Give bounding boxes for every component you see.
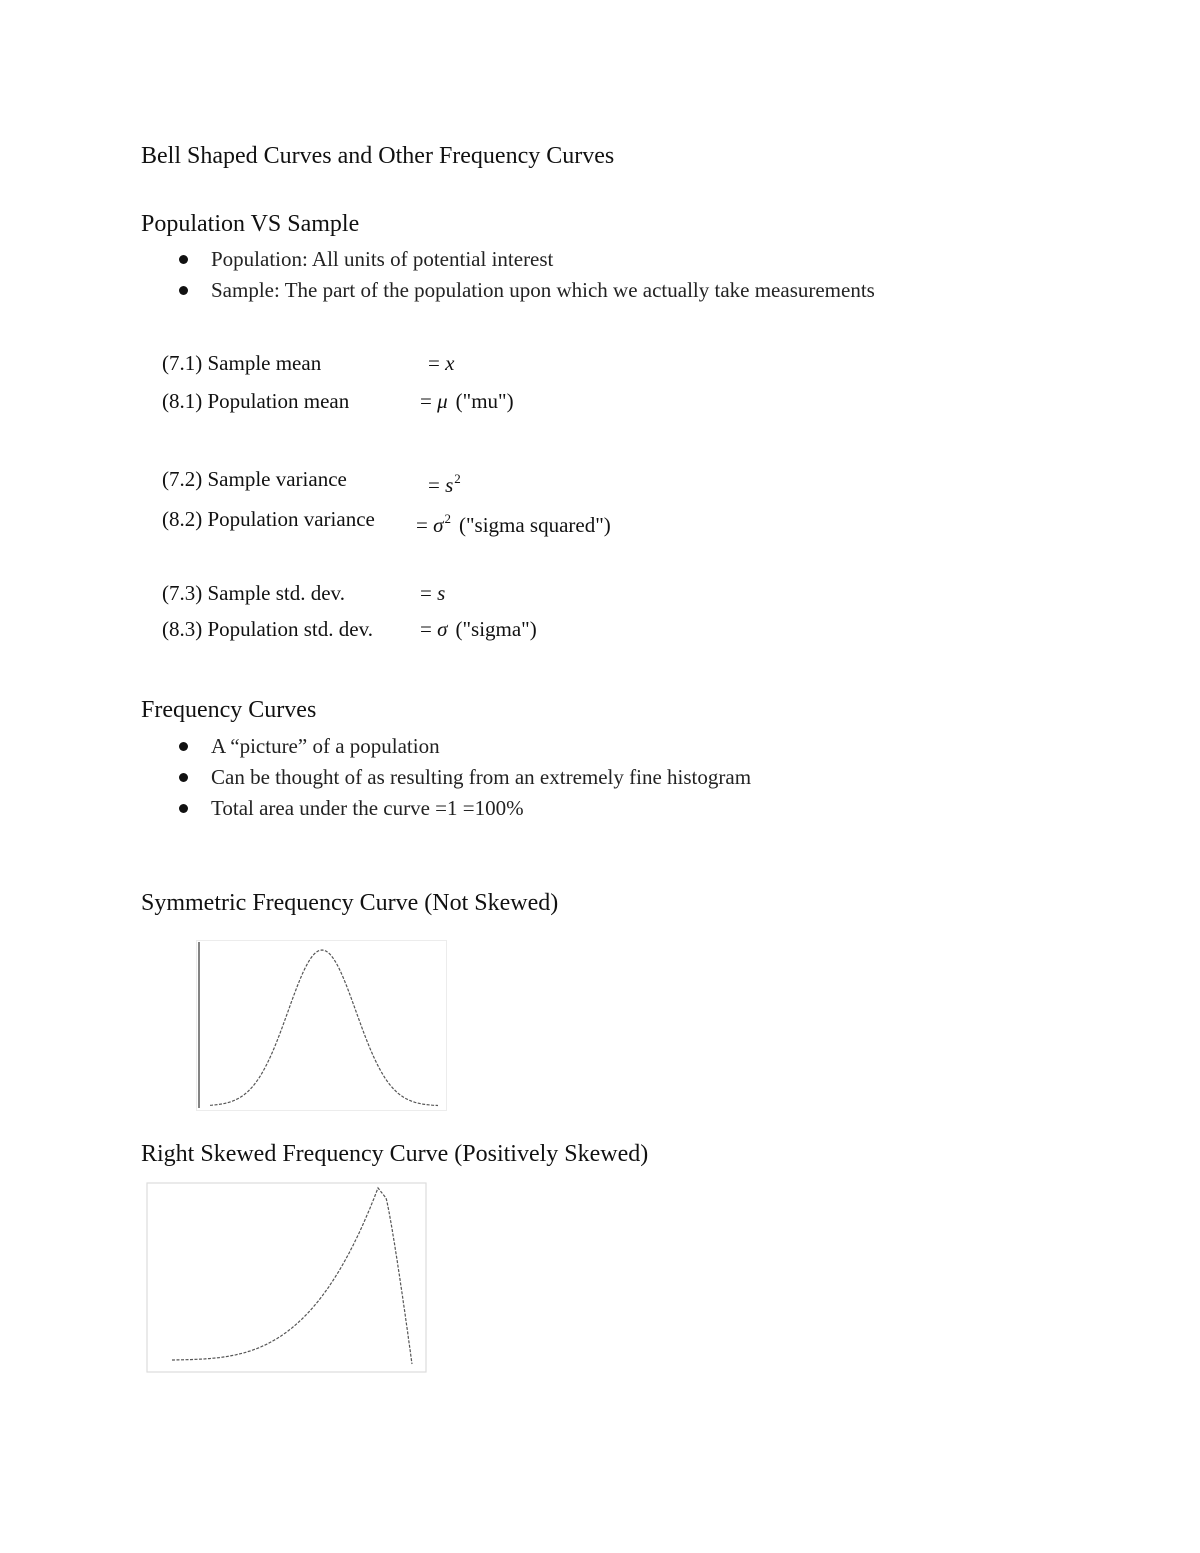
bullet-text: Total area under the curve =1 =100% (211, 796, 524, 820)
formula-power: 2 (454, 471, 461, 486)
section-heading-symmetric: Symmetric Frequency Curve (Not Skewed) (141, 890, 559, 916)
formula-description: ("sigma squared") (458, 513, 611, 537)
formula-label: (8.1) Population mean (162, 389, 350, 413)
formula-expression (428, 464, 461, 500)
formula-expression (420, 386, 514, 416)
formula-label: (8.3) Population std. dev. (162, 617, 373, 641)
section-heading-right-skewed: Right Skewed Frequency Curve (Positively Skewed) (141, 1141, 649, 1167)
formula-population-std-dev (162, 614, 537, 644)
list-item (176, 731, 751, 762)
symmetric-bell-curve (210, 950, 438, 1106)
formula-relation: = (428, 351, 446, 375)
symmetric-curve-figure (196, 940, 448, 1112)
formula-symbol: σ (433, 513, 444, 537)
formula-symbol: σ (437, 617, 448, 641)
bullet-text: Sample: The part of the population upon which we actually take measurements (211, 278, 875, 302)
list-item (176, 244, 875, 275)
formula-description: ("sigma") (455, 617, 537, 641)
bullet-dot (179, 286, 188, 295)
list-item (176, 793, 751, 824)
formula-power: 2 (444, 511, 451, 526)
bullet-text: A “picture” of a population (211, 734, 440, 758)
section-heading-population-vs-sample: Population VS Sample (141, 211, 360, 237)
formula-sample-mean (162, 348, 455, 378)
bullet-dot (179, 804, 188, 813)
section-heading-frequency-curves: Frequency Curves (141, 697, 317, 723)
formula-label: (7.1) Sample mean (162, 351, 322, 375)
page-title: Bell Shaped Curves and Other Frequency Curves (141, 143, 615, 169)
list-item (176, 275, 875, 306)
formula-symbol: s (437, 581, 446, 605)
formula-relation: = (420, 617, 438, 641)
population-sample-bullet-list (176, 244, 875, 306)
bullet-text: Population: All units of potential interest (211, 247, 554, 271)
formula-symbol: s (445, 473, 454, 497)
formula-relation: = (420, 389, 438, 413)
formula-expression (420, 614, 537, 644)
formula-relation: = (416, 513, 434, 537)
list-item (176, 762, 751, 793)
right-skewed-curve (172, 1188, 412, 1364)
formula-symbol: μ (437, 389, 448, 413)
formula-label: (7.2) Sample variance (162, 467, 347, 491)
right-skewed-curve-figure (146, 1182, 428, 1374)
figure-frame (197, 941, 447, 1111)
formula-expression (428, 348, 454, 378)
formula-sample-variance (162, 464, 461, 497)
formula-label: (7.3) Sample std. dev. (162, 581, 345, 605)
formula-relation: = (420, 581, 438, 605)
formula-symbol: x (445, 351, 455, 375)
formula-population-variance (162, 504, 611, 537)
formula-label: (8.2) Population variance (162, 507, 375, 531)
formula-population-mean (162, 386, 514, 416)
formula-expression (420, 578, 445, 608)
formula-relation: = (428, 473, 446, 497)
bullet-dot (179, 742, 188, 751)
bullet-dot (179, 255, 188, 264)
frequency-curves-bullet-list (176, 731, 751, 824)
bullet-dot (179, 773, 188, 782)
figure-frame (147, 1183, 426, 1372)
bullet-text: Can be thought of as resulting from an extremely fine histogram (211, 765, 752, 789)
formula-description: ("mu") (455, 389, 514, 413)
formula-expression (416, 504, 611, 540)
formula-sample-std-dev (162, 578, 446, 608)
